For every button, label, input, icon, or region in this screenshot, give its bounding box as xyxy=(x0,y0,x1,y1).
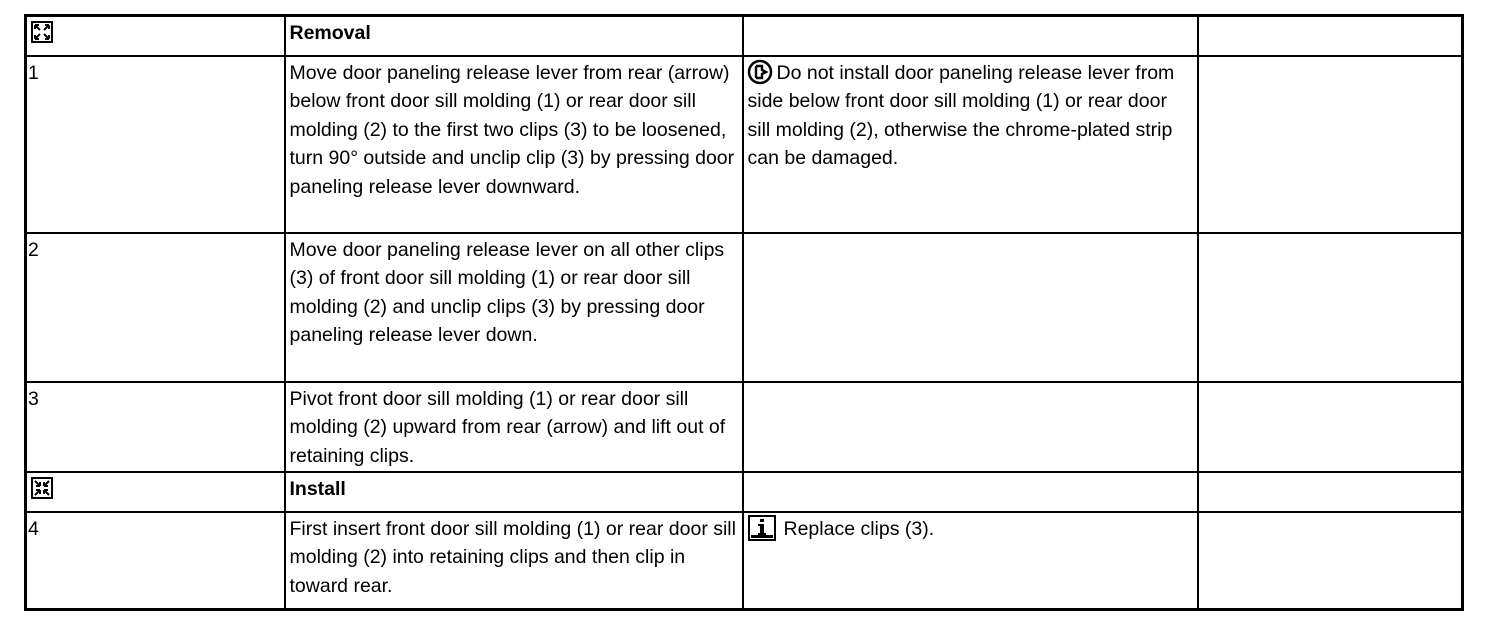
step-row xyxy=(26,512,1463,610)
step-text: First insert front door sill molding (1) or rear door sill molding (2) into retaining clips and then clip in toward rear. xyxy=(285,512,743,610)
step-number: 2 xyxy=(26,233,285,382)
section-title: Removal xyxy=(285,16,743,56)
step-text: Move door paneling release lever on all other clips (3) of front door sill molding (1) or rear door sill molding (2) and unclip clips (3) by pressing door paneling release lever down. xyxy=(285,233,743,382)
extra-cell xyxy=(1198,472,1463,512)
info-icon xyxy=(748,515,776,541)
section-header-row xyxy=(26,472,1463,512)
step-row xyxy=(26,382,1463,472)
extra-cell xyxy=(1198,233,1463,382)
note-cell xyxy=(743,382,1198,472)
step-row xyxy=(26,56,1463,233)
extra-cell xyxy=(1198,512,1463,610)
note-text: Replace clips (3). xyxy=(783,517,935,540)
section-title: Install xyxy=(285,472,743,512)
removal-expand-icon xyxy=(31,21,53,43)
note-cell xyxy=(743,56,1198,233)
extra-cell xyxy=(1198,382,1463,472)
step-number: 4 xyxy=(26,512,285,610)
extra-cell xyxy=(1198,16,1463,56)
extra-cell xyxy=(1198,56,1463,233)
caution-arrow-icon xyxy=(747,59,773,85)
note-text: Do not install door paneling release lever from side below front door sill molding (1) or rear door sill molding (2), otherwise the chrome-plated strip can be damaged. xyxy=(747,61,1175,169)
section-header-row xyxy=(26,16,1463,56)
install-collapse-icon xyxy=(31,477,53,499)
note-cell xyxy=(743,472,1198,512)
step-text: Move door paneling release lever from rear (arrow) below front door sill molding (1) or rear door sill molding (2) to the first two clips (3) to be loosened, turn 90° outside and unclip clip (3) by pressing door paneling release lever downward. xyxy=(285,56,743,233)
procedure-table xyxy=(24,14,1464,611)
step-number: 1 xyxy=(26,56,285,233)
step-text: Pivot front door sill molding (1) or rear door sill molding (2) upward from rear (arrow) and lift out of retaining clips. xyxy=(285,382,743,472)
section-icon-cell xyxy=(26,472,285,512)
note-cell xyxy=(743,233,1198,382)
note-cell xyxy=(743,512,1198,610)
step-number: 3 xyxy=(26,382,285,472)
section-icon-cell xyxy=(26,16,285,56)
step-row xyxy=(26,233,1463,382)
note-cell xyxy=(743,16,1198,56)
